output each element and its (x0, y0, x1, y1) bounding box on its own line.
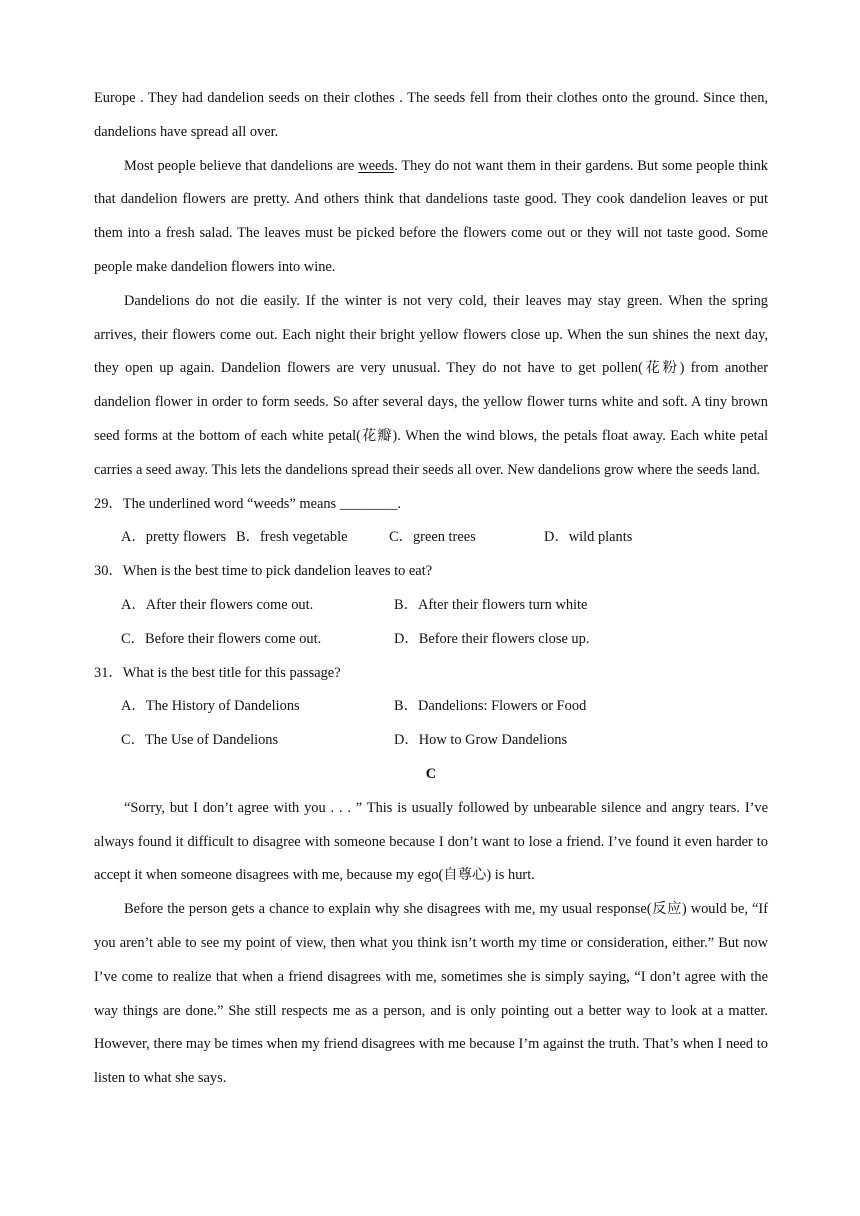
question-31-options-row-2 (94, 724, 768, 758)
section-c-title: C (425, 765, 437, 782)
question-31-option-b: B．Dandelions: Flowers or Food (394, 698, 587, 715)
question-29-option-a: A．pretty flowers (121, 529, 227, 546)
passage-b-paragraph-3: Dandelions do not die easily. If the winter is not very cold, their leaves may stay green. When the spring arrives, their flowers come out. Each night their bright yellow flowers close up. When the sun shines the next day, they open up again. Dandelion flowers are very unusual. They do not have to get pollen(花粉) from another dandelion flower in order to form seeds. So after several days, the yellow flower turns white and soft. A tiny brown seed forms at the bottom of each white petal(花瓣). When the wind blows, the petals float away. Each white petal carries a seed away. This lets the dandelions spread their seeds all over. New dandelions grow where the seeds land. (94, 292, 768, 478)
question-31-option-c: C．The Use of Dandelions (121, 732, 279, 749)
question-29-option-d: D．wild plants (544, 529, 633, 546)
passage-b-paragraph-1: Europe . They had dandelion seeds on their clothes . The seeds fell from their clothes onto the ground. Since then, dandelions have spread all over. (94, 90, 768, 140)
question-30-option-a: A．After their flowers come out. (121, 596, 314, 613)
passage-b-paragraph-2 (94, 150, 768, 285)
question-31-options-row-1 (94, 690, 768, 724)
question-30-options-row-1 (94, 589, 768, 623)
question-31-stem: 31．What is the best title for this passage? (94, 664, 341, 681)
document-page (94, 82, 768, 1096)
question-29-stem: 29．The underlined word “weeds” means ________. (94, 495, 401, 512)
question-30-option-d: D．Before their flowers close up. (394, 630, 590, 647)
question-30-option-b: B．After their flowers turn white (394, 596, 588, 613)
question-30-stem: 30．When is the best time to pick dandelion leaves to eat? (94, 563, 433, 580)
question-29-option-c: C．green trees (389, 529, 476, 546)
question-30-option-c: C．Before their flowers come out. (121, 630, 322, 647)
question-29-option-b: B．fresh vegetable (236, 529, 348, 546)
question-31-option-a: A．The History of Dandelions (121, 698, 300, 715)
question-30-options-row-2 (94, 623, 768, 657)
paragraph-2-start: Most people believe that dandelions are (124, 157, 359, 174)
question-31-option-d: D．How to Grow Dandelions (394, 732, 568, 749)
passage-c-paragraph-1: “Sorry, but I don’t agree with you . . . ” This is usually followed by unbearable silence and angry tears. I’ve always found it difficult to disagree with someone because I don’t want to lose a friend. I’ve found it even harder to accept it when someone disagrees with me, because my ego(自尊心) is hurt. (94, 799, 768, 884)
question-29-options (94, 521, 768, 555)
passage-c-paragraph-2: Before the person gets a chance to explain why she disagrees with me, my usual response(反应) would be, “If you aren’t able to see my point of view, then what you think isn’t worth my time or consideration, either.” But now I’ve come to realize that when a friend disagrees with me, sometimes she is simply saying, “I don’t agree with the way things are done.” She still respects me as a person, and is only pointing out a better way to look at a matter. However, there may be times when my friend disagrees with me because I’m against the truth. That’s when I need to listen to what she says. (94, 901, 768, 1087)
underlined-word-weeds: weeds (358, 157, 395, 174)
paragraph-2-rest: . They do not want them in their gardens. But some people think that dandelion flowers are pretty. And others think that dandelions taste good. They cook dandelion leaves or put them into a fresh salad. The leaves must be picked before the flowers come out or they will not taste good. Some people make dandelion flowers into wine. (94, 157, 768, 275)
